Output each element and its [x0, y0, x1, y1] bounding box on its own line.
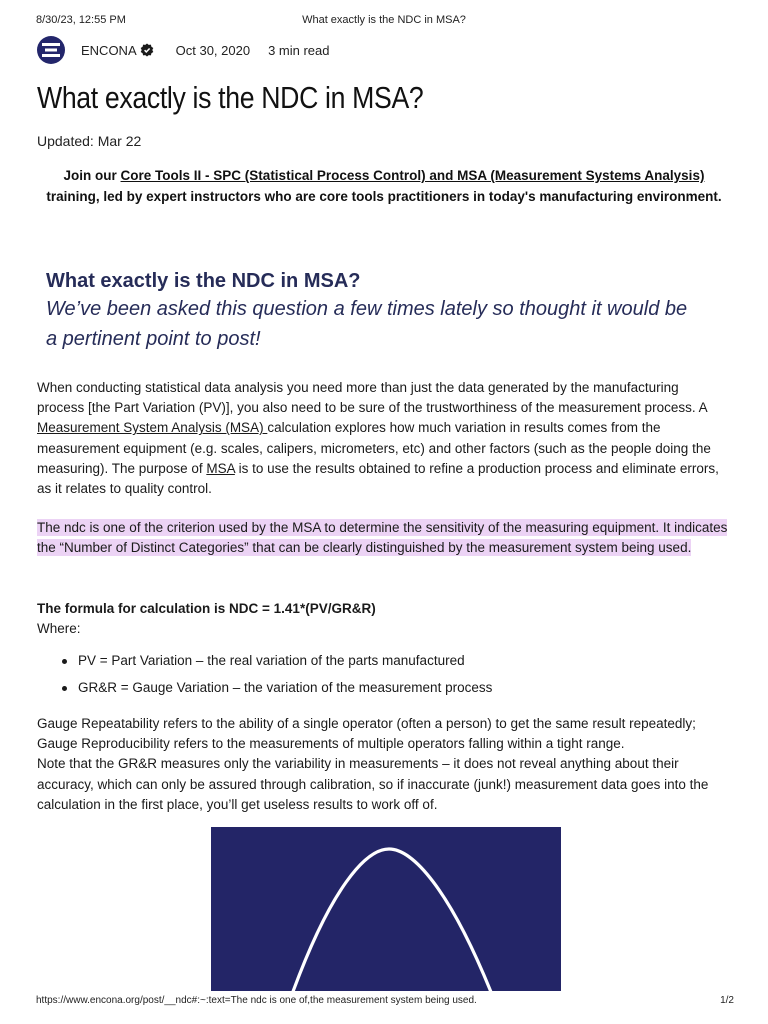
msa-short-link[interactable]: MSA [206, 460, 235, 476]
intro-text-2: calculation explores how much variation in results comes from the measurement equipment (e.g. scales, calipers, micrometers, etc) and other factors (such as the people doing the measuring). The purpose of [37, 420, 711, 476]
bell-curve-image [211, 827, 561, 991]
definitions-list [37, 651, 729, 705]
ndc-definition-highlight: The ndc is one of the criterion used by the MSA to determine the sensitivity of the measuring equipment. It indicates the “Number of Distinct Categories” that can be clearly distinguished by the measurement system being used. [37, 520, 728, 556]
formula-where: Where: [37, 621, 81, 637]
post-date: Oct 30, 2020 [175, 42, 251, 58]
gauge-text-1: Gauge Repeatability refers to the ability of a single operator (often a person) to get the same result repeatedly; Gauge Reproducibility refers to the measurements of multiple operators falling within a tight range. [37, 716, 696, 752]
gauge-text-2: Note that the GR&R measures only the variability in measurements – it does not reveal anything about their accuracy, which can only be assured through calibration, so if inaccurate (junk!) measurement data goes into the calculation in the first place, you’ll get useless results to work off of. [37, 756, 709, 812]
training-promo [40, 166, 728, 207]
subheading-subtitle: We’ve been asked this question a few times lately so thought it would be a pertinent point to post! [46, 298, 688, 350]
bell-curve-figure [211, 827, 561, 991]
updated-date: Updated: Mar 22 [37, 133, 142, 149]
page-number: 1/2 [720, 995, 734, 1006]
read-time: 3 min read [268, 42, 330, 58]
list-item: PV = Part Variation – the real variation of the parts manufactured [37, 651, 729, 678]
formula-line: The formula for calculation is NDC = 1.41*(PV/GR&R) [37, 601, 376, 616]
print-url: https://www.encona.org/post/__ndc#:~:text=The ndc is one of,the measurement system being used. [36, 995, 477, 1006]
formula-block [37, 599, 729, 639]
list-item: GR&R = Gauge Variation – the variation of the measurement process [37, 678, 729, 705]
intro-paragraph [37, 378, 729, 499]
article-title: What exactly is the NDC in MSA? [37, 80, 424, 115]
encona-logo-icon[interactable] [37, 36, 65, 64]
gauge-paragraph [37, 714, 737, 815]
verified-badge-icon [140, 43, 154, 57]
print-page-title: What exactly is the NDC in MSA? [302, 14, 466, 26]
print-datetime: 8/30/23, 12:55 PM [36, 14, 126, 26]
intro-text-3: is to use the results obtained to refine a production process and eliminate errors, as it relates to quality control. [37, 460, 719, 497]
highlighted-paragraph [37, 518, 729, 558]
promo-text-end: training, led by expert instructors who are core tools practitioners in today's manufacturing environment. [46, 188, 722, 204]
print-header [36, 14, 732, 30]
intro-text-1: When conducting statistical data analysis you need more than just the data generated by the manufacturing process [the Part Variation (PV)], you also need to be sure of the trustworthiness of the measurement process. A [37, 380, 707, 416]
print-footer [36, 995, 734, 1009]
subheading-title: What exactly is the NDC in MSA? [46, 270, 361, 292]
author-name[interactable]: ENCONA [81, 42, 137, 58]
msa-link[interactable]: Measurement System Analysis (MSA) [37, 420, 268, 436]
promo-text-start: Join our [63, 168, 121, 183]
section-subheading [46, 268, 696, 354]
author-row [37, 36, 330, 64]
training-course-link[interactable]: Core Tools II - SPC (Statistical Process Control) and MSA (Measurement Systems Analysis) [120, 168, 705, 183]
